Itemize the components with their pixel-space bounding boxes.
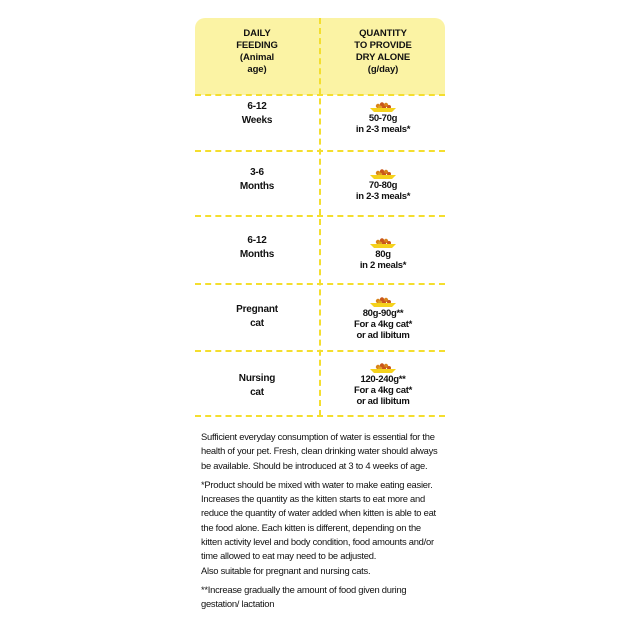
row-divider xyxy=(195,215,445,217)
row-quantity: 80g in 2 meals* xyxy=(321,236,445,271)
food-bowl-icon xyxy=(368,361,398,373)
column-divider xyxy=(319,18,321,416)
row-age-label: 3-6 Months xyxy=(239,167,275,192)
food-bowl-icon xyxy=(368,295,398,307)
food-bowl-icon xyxy=(368,100,398,112)
row-age-label: 6-12 Weeks xyxy=(241,101,273,126)
row-quantity: 80g-90g** For a 4kg cat* or ad libitum xyxy=(321,295,445,341)
row-divider xyxy=(195,283,445,285)
feeding-guide-card xyxy=(195,18,445,622)
row-age-label: 6-12 Months xyxy=(239,235,275,260)
row-age-label: Pregnant cat xyxy=(236,304,278,329)
row-divider xyxy=(195,350,445,352)
row-divider xyxy=(195,94,445,96)
increase-note: **Increase gradually the amount of food given during gestation/ lactation xyxy=(201,583,407,610)
water-note: Sufficient everyday consumption of water is essential for the health of your pet. Fresh, clean drinking water should always be available. Should be introduced at 3 to 4 weeks of age. xyxy=(201,431,438,471)
row-divider xyxy=(195,150,445,152)
suitable-note: Also suitable for pregnant and nursing cats. xyxy=(201,564,371,576)
header-daily-feeding: DAILY FEEDING (Animal age) xyxy=(236,28,278,75)
feeding-notes xyxy=(201,430,441,617)
product-note: *Product should be mixed with water to make eating easier. Increases the quantity as the kitten starts to eat more and reduce the quantity of water added when kitten is able to eat the food alone. Each kitten is different, depending on the kitten activity level and body condition, food amounts and/or time allowed to eat may need to be adjusted. xyxy=(201,478,436,562)
row-age-label: Nursing cat xyxy=(238,373,276,398)
row-quantity: 120-240g** For a 4kg cat* or ad libitum xyxy=(321,361,445,407)
header-quantity: QUANTITY TO PROVIDE DRY ALONE (g/day) xyxy=(354,28,412,75)
row-divider xyxy=(195,415,445,417)
row-quantity: 70-80g in 2-3 meals* xyxy=(321,167,445,202)
food-bowl-icon xyxy=(368,167,398,179)
row-quantity: 50-70g in 2-3 meals* xyxy=(321,100,445,135)
food-bowl-icon xyxy=(368,236,398,248)
